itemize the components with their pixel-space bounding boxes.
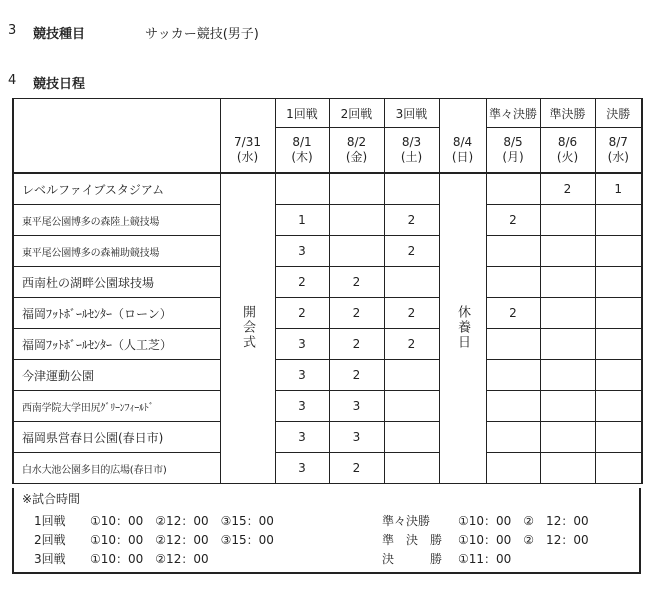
date-cell: 8/7 (水) <box>595 128 642 174</box>
match-count <box>275 173 329 205</box>
schedule-table <box>12 98 643 484</box>
match-count <box>595 236 642 267</box>
match-count <box>595 453 642 484</box>
match-count: 3 <box>275 329 329 360</box>
venue-row <box>13 422 642 453</box>
date-cell: 8/2 (金) <box>329 128 384 174</box>
round-cell: 決勝 <box>595 99 642 128</box>
venue-name: 西南学院大学田尻ｸﾞﾘｰﾝﾌｨｰﾙﾄﾞ <box>13 391 220 422</box>
match-count: 3 <box>275 422 329 453</box>
match-count <box>384 422 439 453</box>
date-cell: 8/1 (木) <box>275 128 329 174</box>
match-count: 2 <box>486 205 540 236</box>
section-4-title: 競技日程 <box>33 77 86 92</box>
match-times-box <box>12 488 641 574</box>
round-cell: 1回戦 <box>275 99 329 128</box>
match-count: 2 <box>540 173 595 205</box>
section-3-value: サッカー競技(男子) <box>145 27 259 42</box>
match-time-round: 2回戦 <box>34 533 66 547</box>
rest-day-label: 休養日 <box>455 304 470 350</box>
match-count <box>540 391 595 422</box>
match-time-values: ①10：00 ②12：00 ③15：00 <box>90 514 274 528</box>
match-count <box>486 236 540 267</box>
match-time-round: 1回戦 <box>34 514 66 528</box>
match-time-values: ①10：00 ② 12：00 <box>458 514 589 528</box>
match-count <box>595 205 642 236</box>
date-cell: 8/4 (日) <box>439 128 486 174</box>
venue-name: 福岡ﾌｯﾄﾎﾞｰﾙｾﾝﾀｰ（ローン） <box>13 298 220 329</box>
match-count <box>486 329 540 360</box>
match-count <box>384 360 439 391</box>
round-cell: 準決勝 <box>540 99 595 128</box>
match-count <box>595 298 642 329</box>
round-header-row <box>13 99 642 128</box>
date-cell: 8/3 (土) <box>384 128 439 174</box>
match-count <box>540 298 595 329</box>
match-count: 3 <box>275 360 329 391</box>
venue-name: 東平尾公園博多の森陸上競技場 <box>13 205 220 236</box>
match-count: 3 <box>329 422 384 453</box>
match-count <box>595 267 642 298</box>
match-count: 2 <box>329 360 384 391</box>
venue-name: 福岡県営春日公園(春日市) <box>13 422 220 453</box>
match-count <box>540 329 595 360</box>
match-count <box>540 205 595 236</box>
match-count <box>595 422 642 453</box>
match-time-values: ①10：00 ② 12：00 <box>458 533 589 547</box>
match-count: 2 <box>384 205 439 236</box>
match-time-values: ①10：00 ②12：00 ③15：00 <box>90 533 274 547</box>
match-count <box>329 236 384 267</box>
match-count: 2 <box>329 329 384 360</box>
venue-row <box>13 360 642 391</box>
match-count <box>384 173 439 205</box>
match-time-round: 決 勝 <box>382 552 443 566</box>
match-count <box>486 173 540 205</box>
venue-row <box>13 267 642 298</box>
match-count <box>486 267 540 298</box>
opening-ceremony-cell <box>220 173 275 484</box>
match-count <box>540 236 595 267</box>
match-count: 3 <box>275 391 329 422</box>
match-count <box>540 453 595 484</box>
match-count: 2 <box>275 298 329 329</box>
match-count: 1 <box>275 205 329 236</box>
match-count: 2 <box>384 298 439 329</box>
match-times-heading: ※試合時間 <box>22 492 81 506</box>
header-blank-cell <box>13 99 220 174</box>
venue-row <box>13 329 642 360</box>
match-count <box>595 329 642 360</box>
match-count: 2 <box>486 298 540 329</box>
section-4-number: 4 <box>8 73 17 88</box>
match-count <box>486 360 540 391</box>
match-count: 2 <box>329 267 384 298</box>
venue-row <box>13 391 642 422</box>
match-time-values: ①11：00 <box>458 552 512 566</box>
round-cell-empty <box>220 99 275 128</box>
match-count <box>329 173 384 205</box>
venue-name: 今津運動公園 <box>13 360 220 391</box>
venue-row <box>13 298 642 329</box>
opening-ceremony-label: 開会式 <box>240 304 255 350</box>
match-count <box>540 360 595 391</box>
match-count <box>384 453 439 484</box>
round-cell: 3回戦 <box>384 99 439 128</box>
match-count <box>595 360 642 391</box>
venue-name: 東平尾公園博多の森補助競技場 <box>13 236 220 267</box>
section-3-title: 競技種目 <box>33 27 86 42</box>
venue-name: レベルファイブスタジアム <box>13 173 220 205</box>
round-cell: 準々決勝 <box>486 99 540 128</box>
match-time-round: 準々決勝 <box>382 514 431 528</box>
match-count <box>329 205 384 236</box>
match-count <box>595 391 642 422</box>
venue-name: 西南杜の湖畔公園球技場 <box>13 267 220 298</box>
match-count <box>486 391 540 422</box>
venue-row <box>13 236 642 267</box>
match-count: 2 <box>329 298 384 329</box>
match-time-round: 3回戦 <box>34 552 66 566</box>
venue-row <box>13 205 642 236</box>
match-count: 3 <box>275 453 329 484</box>
match-time-values: ①10：00 ②12：00 <box>90 552 209 566</box>
venue-name: 福岡ﾌｯﾄﾎﾞｰﾙｾﾝﾀｰ（人工芝） <box>13 329 220 360</box>
venue-name: 白水大池公園多目的広場(春日市) <box>13 453 220 484</box>
date-cell: 8/5 (月) <box>486 128 540 174</box>
match-count: 3 <box>275 236 329 267</box>
match-count <box>384 267 439 298</box>
match-count: 2 <box>275 267 329 298</box>
match-time-round: 準 決 勝 <box>382 533 443 547</box>
match-count <box>384 391 439 422</box>
match-count <box>540 422 595 453</box>
venue-row <box>13 173 642 205</box>
match-count: 2 <box>384 329 439 360</box>
round-cell: 2回戦 <box>329 99 384 128</box>
date-cell: 7/31 (水) <box>220 128 275 174</box>
date-cell: 8/6 (火) <box>540 128 595 174</box>
section-3-number: 3 <box>8 23 17 38</box>
round-cell-empty <box>439 99 486 128</box>
match-count: 3 <box>329 391 384 422</box>
match-count <box>540 267 595 298</box>
match-count <box>486 422 540 453</box>
rest-day-cell <box>439 173 486 484</box>
venue-row <box>13 453 642 484</box>
match-count: 1 <box>595 173 642 205</box>
match-count: 2 <box>329 453 384 484</box>
match-count: 2 <box>384 236 439 267</box>
match-count <box>486 453 540 484</box>
